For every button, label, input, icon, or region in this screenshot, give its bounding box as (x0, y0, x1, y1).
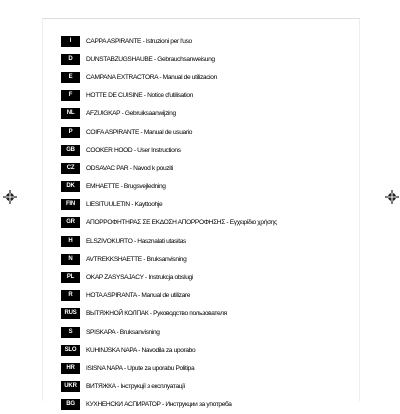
language-row (61, 396, 357, 414)
language-row (61, 178, 357, 196)
language-row (61, 378, 357, 396)
language-code-badge: GB (61, 145, 80, 156)
language-row (61, 232, 357, 250)
language-title: CAMPANA EXTRACTORA - Manual de utilizacion (86, 73, 217, 81)
language-title: OKAP ZASYSAJACY - Instrukcja obslugi (86, 274, 193, 282)
language-title: КУХНЕНСКИ АСПИРАТОР - Инструкции за употреба (86, 401, 232, 409)
language-row (61, 359, 357, 377)
language-title: AVTREKKSHAETTE - Bruksanvisning (86, 255, 187, 263)
language-row (61, 87, 357, 105)
language-code-badge: R (61, 290, 80, 301)
language-row (61, 68, 357, 86)
language-row (61, 250, 357, 268)
language-row (61, 123, 357, 141)
language-row (61, 287, 357, 305)
language-code-badge: H (61, 236, 80, 247)
document-page (42, 18, 360, 409)
language-title: HOTA ASPIRANTA - Manual de utilizare (86, 292, 191, 300)
language-row (61, 32, 357, 50)
language-title: ELSZIVOKURTO - Hasznalati utasitas (86, 237, 186, 245)
language-code-badge: PL (61, 272, 80, 283)
registration-crosshair-icon-left (3, 190, 17, 204)
language-list (61, 32, 357, 414)
crosshair-icon (3, 190, 17, 204)
language-code-badge: SLO (61, 345, 80, 356)
language-title: ВЫТЯЖНОЙ КОЛПАК - Руководство пользователя (86, 310, 227, 318)
language-title: DUNSTABZUGSHAUBE - Gebrauchsanweisung (86, 55, 215, 63)
language-title: ISISNA NAPA - Upute za uporabu Politipa (86, 364, 195, 372)
language-title: ODSAVAC PAR - Navod k pouziti (86, 164, 173, 172)
language-row (61, 323, 357, 341)
language-code-badge: FIN (61, 199, 80, 210)
language-title: COOKER HOOD - User Instructions (86, 146, 181, 154)
language-title: SPISKAPA - Bruksanvisning (86, 328, 160, 336)
language-title: CAPPA ASPIRANTE - Istruzioni per l'uso (86, 37, 192, 45)
page-top-edge (43, 19, 359, 27)
language-code-badge: E (61, 72, 80, 83)
language-row (61, 305, 357, 323)
language-code-badge: HR (61, 363, 80, 374)
language-code-badge: CZ (61, 163, 80, 174)
language-code-badge: S (61, 327, 80, 338)
language-code-badge: I (61, 36, 80, 47)
crosshair-icon (385, 190, 399, 204)
registration-crosshair-icon-right (385, 190, 399, 204)
language-title: KUHINJSKA NAPA - Navodila za uporabo (86, 346, 196, 354)
language-code-badge: DK (61, 181, 80, 192)
language-code-badge: RUS (61, 308, 80, 319)
language-code-badge: F (61, 90, 80, 101)
language-row (61, 159, 357, 177)
language-title: COIFA ASPIRANTE - Manual de usuario (86, 128, 193, 136)
language-row (61, 50, 357, 68)
language-code-badge: UKR (61, 381, 80, 392)
language-title: ΑΠΟΡΡΟΦΗΤΗΡΑΣ ΣΕ ΕΚΔΟΣΗ ΑΠΟΡΡΟΦΗΣΗΣ - Εγχειρίδιο χρήσης (86, 219, 278, 227)
language-code-badge: N (61, 254, 80, 265)
language-row (61, 105, 357, 123)
language-code-badge: GR (61, 217, 80, 228)
language-title: HOTTE DE CUISINE - Notice d'utilisation (86, 92, 194, 100)
language-title: EMHAETTE - Brugsvejledning (86, 183, 166, 191)
language-row (61, 214, 357, 232)
language-code-badge: BG (61, 399, 80, 410)
language-row (61, 268, 357, 286)
language-row (61, 196, 357, 214)
language-row (61, 141, 357, 159)
language-code-badge: D (61, 54, 80, 65)
language-title: LIESITUULETIN - Kayttoohje (86, 201, 163, 209)
language-code-badge: NL (61, 108, 80, 119)
language-title: ВИТЯЖКА - Інструкції з експлуатації (86, 383, 185, 391)
language-row (61, 341, 357, 359)
language-title: AFZUIGKAP - Gebruiksaanwijzing (86, 110, 176, 118)
language-code-badge: P (61, 127, 80, 138)
